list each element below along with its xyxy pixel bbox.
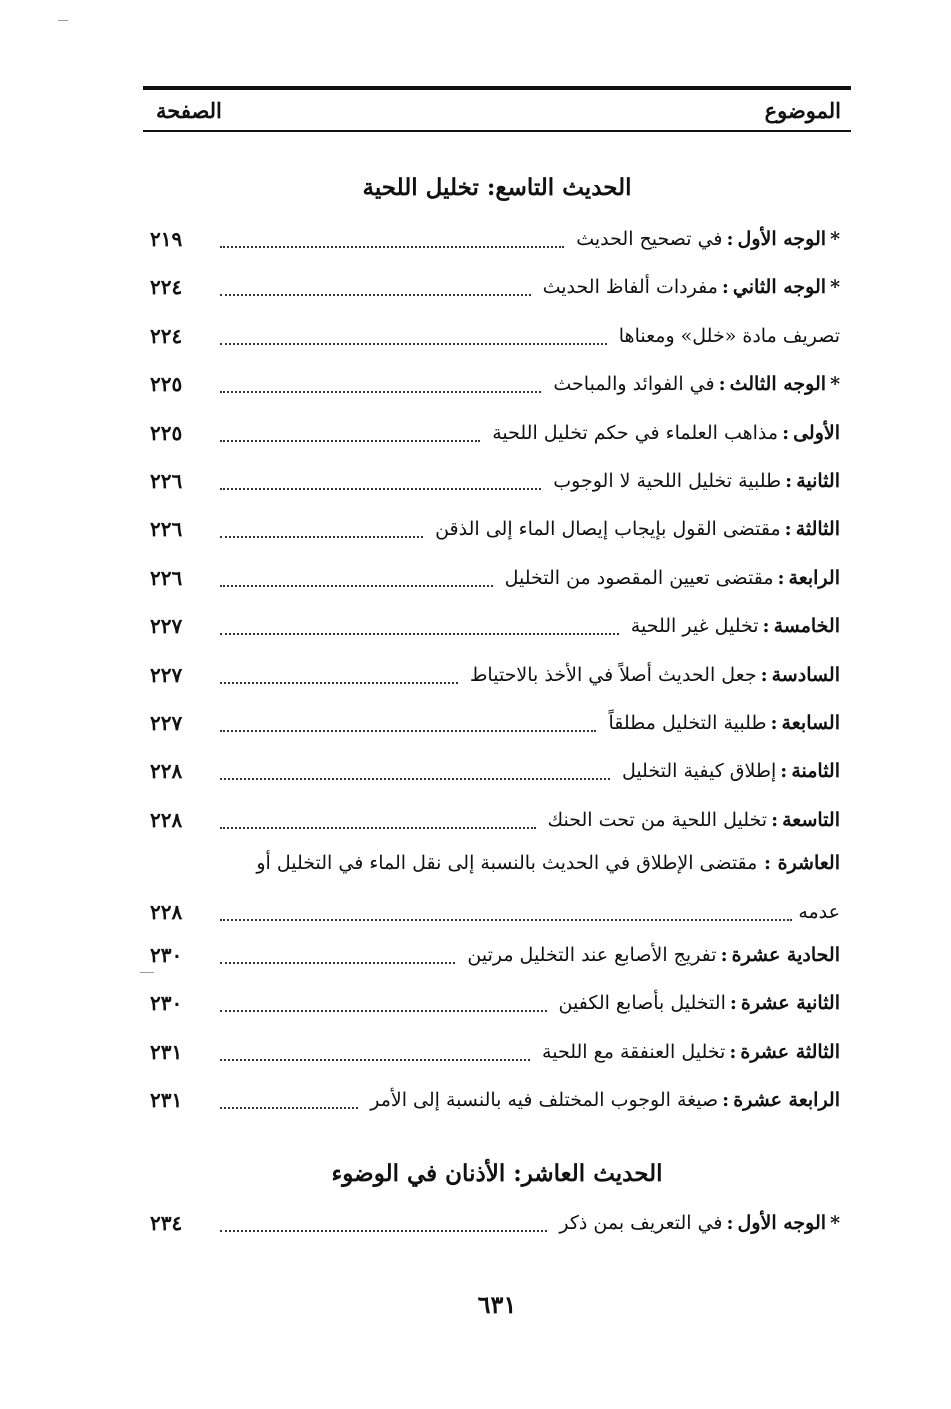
entry-label: السابعة xyxy=(781,712,840,734)
entry-label: الوجه الأول xyxy=(737,1212,827,1234)
dot-leader xyxy=(220,613,619,635)
page-number: ٢٣٠ xyxy=(150,943,183,967)
page-number: ٢٢٨ xyxy=(150,900,183,924)
page-number: ٢٢٧ xyxy=(150,663,183,687)
dot-leader xyxy=(220,226,564,248)
toc-entry[interactable] xyxy=(150,803,840,837)
page-number: ٢٢٥ xyxy=(150,372,183,396)
page-number: ٢٣١ xyxy=(150,1040,183,1064)
label-separator: : xyxy=(785,470,793,492)
scan-mark xyxy=(140,972,154,973)
section-title: الحديث العاشر: الأذنان في الوضوء xyxy=(331,1160,663,1187)
label-separator: : xyxy=(729,1041,737,1063)
toc-entry[interactable] xyxy=(150,986,840,1020)
label-separator: : xyxy=(762,615,770,637)
page-number: ٢٢٤ xyxy=(150,275,183,299)
label-separator: : xyxy=(726,228,734,250)
entry-text: مقتضى القول بإيجاب إيصال الماء إلى الذقن xyxy=(435,518,781,540)
label-separator: : xyxy=(777,567,785,589)
top-rule xyxy=(143,86,851,90)
page-number: ٢١٩ xyxy=(150,227,183,251)
entry-label: الأولى xyxy=(793,422,840,444)
entry-text: مذاهب العلماء في حكم تخليل اللحية xyxy=(492,422,779,444)
toc-entry[interactable] xyxy=(150,1035,840,1069)
entry-title xyxy=(602,712,840,734)
entry-title xyxy=(537,276,840,298)
page-number: ٢٢٥ xyxy=(150,421,183,445)
entry-label: الثامنة xyxy=(791,760,840,782)
page-number: ٢٢٨ xyxy=(150,808,183,832)
entry-text: مقتضى تعيين المقصود من التخليل xyxy=(504,567,774,589)
toc-entry[interactable] xyxy=(150,1206,840,1240)
label-separator: : xyxy=(726,1212,734,1234)
entry-title xyxy=(536,1041,840,1063)
label-separator: : xyxy=(760,664,768,686)
bullet-star-icon: * xyxy=(830,228,840,250)
page-number: ٢٢٦ xyxy=(150,566,183,590)
toc-entry[interactable] xyxy=(150,658,840,692)
toc-entry[interactable] xyxy=(150,1083,840,1117)
entry-label: الثانية عشرة xyxy=(740,992,840,1014)
label-separator: : xyxy=(784,518,792,540)
entry-title xyxy=(364,1089,840,1111)
entry-title xyxy=(553,992,840,1014)
entry-label: الثالثة عشرة xyxy=(740,1041,840,1063)
page-number: ٢٢٦ xyxy=(150,469,183,493)
entry-title xyxy=(429,518,840,540)
entry-title xyxy=(553,1212,840,1234)
dot-leader xyxy=(220,807,536,829)
toc-entry-wrapped-line2[interactable] xyxy=(150,895,840,929)
entry-label: التاسعة xyxy=(782,809,840,831)
toc-entry[interactable] xyxy=(150,512,840,546)
dot-leader xyxy=(220,710,596,732)
entry-label: الوجه الثاني xyxy=(732,276,827,298)
dot-leader xyxy=(220,420,480,442)
entry-text: جعل الحديث أصلاً في الأخذ بالاحتياط xyxy=(469,664,757,686)
page-number: ٢٢٦ xyxy=(150,517,183,541)
entry-title xyxy=(616,760,840,782)
label-separator: : xyxy=(782,422,790,444)
entry-label: الوجه الأول xyxy=(737,228,827,250)
toc-entry[interactable] xyxy=(150,222,840,256)
dot-leader xyxy=(220,468,541,490)
page-number: ٢٣٤ xyxy=(150,1211,183,1235)
dot-leader xyxy=(220,990,547,1012)
toc-entry[interactable] xyxy=(150,270,840,304)
label-separator: : xyxy=(771,809,779,831)
entry-text: في الفوائد والمباحث xyxy=(553,373,715,395)
dot-leader xyxy=(220,1210,547,1232)
entry-title xyxy=(570,228,840,250)
dot-leader xyxy=(220,662,458,684)
toc-entry[interactable] xyxy=(150,938,840,972)
entry-label: الرابعة xyxy=(788,567,840,589)
toc-entry[interactable] xyxy=(150,319,840,353)
label-separator: : xyxy=(780,760,788,782)
entry-label: الثالثة xyxy=(795,518,840,540)
bullet-star-icon: * xyxy=(830,373,840,395)
label-separator: : xyxy=(770,712,778,734)
entry-label: العاشرة xyxy=(777,852,840,874)
page-number: ٢٣٠ xyxy=(150,991,183,1015)
entry-title xyxy=(547,470,840,492)
toc-entry[interactable] xyxy=(150,754,840,788)
dot-leader xyxy=(220,1039,530,1061)
entry-title xyxy=(613,325,840,347)
bullet-star-icon: * xyxy=(830,1212,840,1234)
entry-text: عدمه xyxy=(798,901,840,923)
entry-title xyxy=(464,664,840,686)
entry-label: الوجه الثالث xyxy=(729,373,827,395)
toc-entry[interactable] xyxy=(150,706,840,740)
label-separator: : xyxy=(721,276,729,298)
dot-leader xyxy=(220,942,455,964)
label-separator: : xyxy=(729,992,737,1014)
entry-text: صيغة الوجوب المختلف فيه بالنسبة إلى الأمر xyxy=(370,1089,719,1111)
entry-text: تصريف مادة «خلل» ومعناها xyxy=(618,325,840,347)
page-footer-number: ٦٣١ xyxy=(477,1290,517,1319)
entry-label: الثانية xyxy=(796,470,840,492)
page-number: ٢٢٧ xyxy=(150,711,183,735)
entry-text: تخليل العنفقة مع اللحية xyxy=(542,1041,726,1063)
entry-title xyxy=(486,422,840,444)
entry-text: مقتضى الإطلاق في الحديث بالنسبة إلى نقل الماء في التخليل أو xyxy=(256,852,758,874)
entry-text: في تصحيح الحديث xyxy=(576,228,723,250)
toc-entry[interactable] xyxy=(150,367,840,401)
toc-entry-wrapped-line1 xyxy=(150,852,840,874)
page-column-header: الصفحة xyxy=(156,98,222,123)
page-number: ٢٢٤ xyxy=(150,324,183,348)
scan-mark xyxy=(58,20,68,21)
entry-title xyxy=(542,809,841,831)
entry-text: في التعريف بمن ذكر xyxy=(559,1212,723,1234)
dot-leader xyxy=(220,899,792,921)
label-separator: : xyxy=(757,852,778,874)
dot-leader xyxy=(220,371,541,393)
entry-text: تخليل اللحية من تحت الحنك xyxy=(547,809,768,831)
label-separator: : xyxy=(722,1089,730,1111)
dot-leader xyxy=(220,758,610,780)
entry-label: الرابعة عشرة xyxy=(733,1089,840,1111)
header-rule xyxy=(143,130,851,132)
page-number: ٢٣١ xyxy=(150,1088,183,1112)
toc-entry[interactable] xyxy=(150,416,840,450)
entry-title xyxy=(461,944,840,966)
entry-text: طلبية التخليل مطلقاً xyxy=(608,712,767,734)
label-separator: : xyxy=(720,944,728,966)
entry-label: الخامسة xyxy=(773,615,840,637)
entry-text: التخليل بأصابع الكفين xyxy=(558,992,726,1014)
dot-leader xyxy=(220,323,607,345)
section-title: الحديث التاسع: تخليل اللحية xyxy=(362,174,632,201)
dot-leader xyxy=(220,565,493,587)
entry-title xyxy=(625,615,840,637)
entry-text: طلبية تخليل اللحية لا الوجوب xyxy=(553,470,782,492)
toc-entry[interactable] xyxy=(150,609,840,643)
page-number: ٢٢٧ xyxy=(150,614,183,638)
label-separator: : xyxy=(718,373,726,395)
entry-title xyxy=(499,567,840,589)
entry-title xyxy=(547,373,840,395)
entry-text: تفريج الأصابع عند التخليل مرتين xyxy=(467,944,717,966)
dot-leader xyxy=(220,516,423,538)
bullet-star-icon: * xyxy=(830,276,840,298)
entry-label: الحادية عشرة xyxy=(731,944,840,966)
page-number: ٢٢٨ xyxy=(150,759,183,783)
entry-text: مفردات ألفاظ الحديث xyxy=(542,276,718,298)
entry-text: إطلاق كيفية التخليل xyxy=(621,760,777,782)
toc-entry[interactable] xyxy=(150,561,840,595)
dot-leader xyxy=(220,274,531,296)
topic-column-header: الموضوع xyxy=(764,98,841,123)
entry-label: السادسة xyxy=(771,664,840,686)
entry-text: تخليل غير اللحية xyxy=(630,615,759,637)
dot-leader xyxy=(220,1087,358,1109)
toc-entry[interactable] xyxy=(150,464,840,498)
